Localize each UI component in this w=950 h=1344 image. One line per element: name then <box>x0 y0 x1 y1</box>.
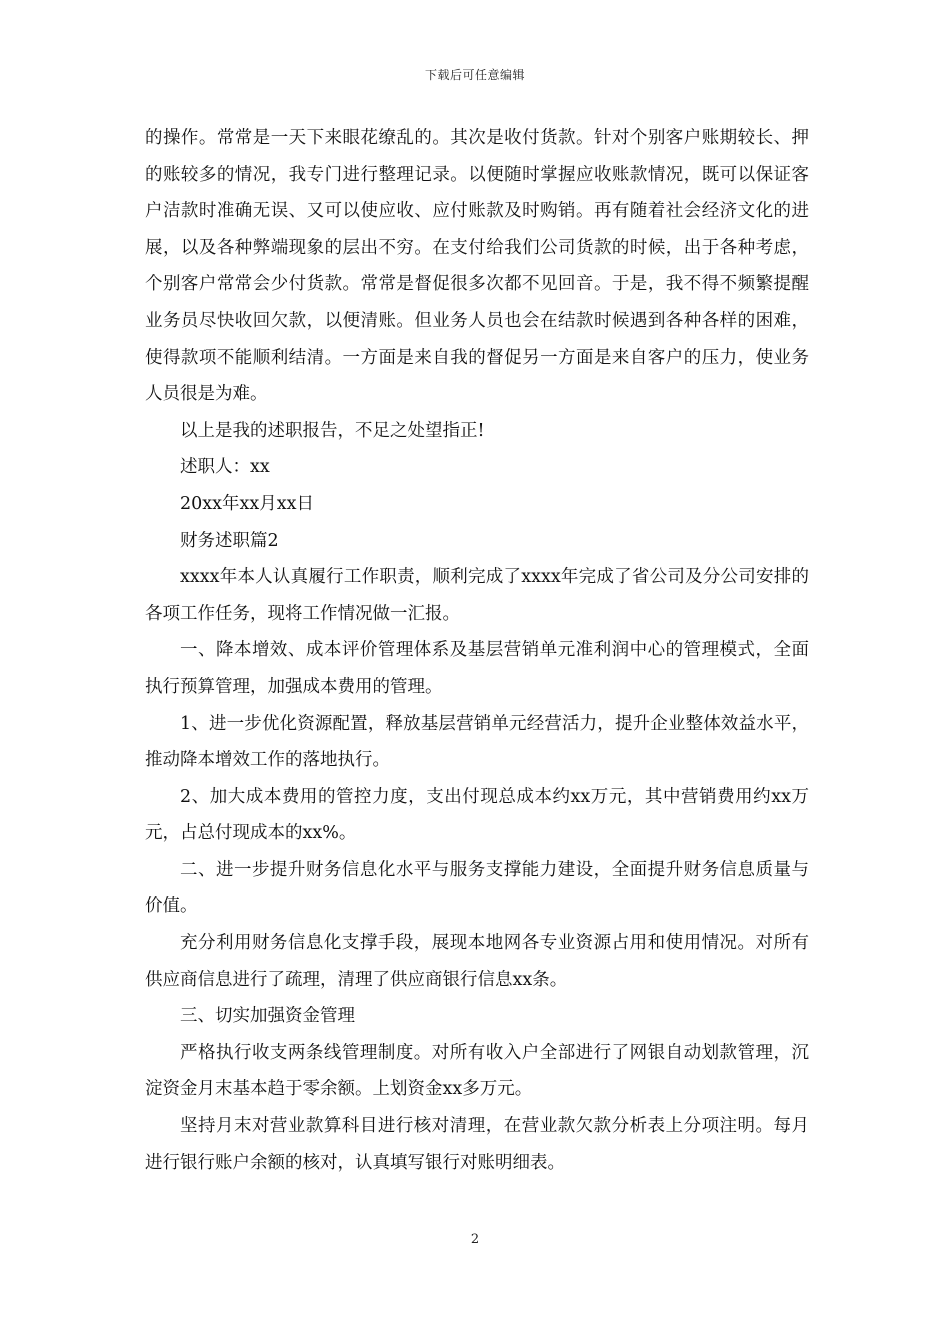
paragraph: xxxx年本人认真履行工作职责，顺利完成了xxxx年完成了省公司及分公司安排的各项工作任务，现将工作情况做一汇报。 <box>145 567 809 624</box>
document-body <box>145 120 809 1181</box>
paragraph: 2、加大成本费用的管控力度，支出付现总成本约xx万元，其中营销费用约xx万元，占总付现成本的xx%。 <box>145 786 809 844</box>
paragraph: 一、降本增效、成本评价管理体系及基层营销单元准利润中心的管理模式，全面执行预算管理，加强成本费用的管理。 <box>145 640 809 697</box>
paragraph: 以上是我的述职报告，不足之处望指正! <box>180 420 485 441</box>
paragraph: 坚持月末对营业款算科目进行核对清理，在营业款欠款分析表上分项注明。每月进行银行账户余额的核对，认真填写银行对账明细表。 <box>145 1116 809 1173</box>
page-number: 2 <box>470 1232 480 1247</box>
paragraph: 充分利用财务信息化支撑手段，展现本地网各专业资源占用和使用情况。对所有供应商信息进行了疏理，清理了供应商银行信息xx条。 <box>145 933 809 990</box>
paragraph: 述职人：xx <box>180 457 270 478</box>
paragraph: 二、进一步提升财务信息化水平与服务支撑能力建设，全面提升财务信息质量与价值。 <box>145 859 809 917</box>
paragraph: 20xx年xx月xx日 <box>180 493 314 514</box>
page-header: 下载后可任意编辑 <box>424 68 525 82</box>
paragraph: 严格执行收支两条线管理制度。对所有收入户全部进行了网银自动划款管理，沉淀资金月末基本趋于零余额。上划资金xx多万元。 <box>145 1042 809 1100</box>
paragraph: 三、切实加强资金管理 <box>180 1006 355 1027</box>
paragraph: 1、进一步优化资源配置，释放基层营销单元经营活力，提升企业整体效益水平，推动降本增效工作的落地执行。 <box>145 713 809 771</box>
section-title: 财务述职篇2 <box>180 530 279 551</box>
paragraph: 的操作。常常是一天下来眼花缭乱的。其次是收付货款。针对个别客户账期较长、押的账较多的情况，我专门进行整理记录。以便随时掌握应收账款情况，既可以保证客户洁款时准确无误、又可以使应收、应付账款及时购销。再有随着社会经济文化的进展，以及各种弊端现象的层出不穷。在支付给我们公司货款的时候，出于各种考虑，个别客户常常会少付货款。常常是督促很多次都不见回音。于是，我不得不频繁提醒业务员尽快收回欠款，以便清账。但业务人员也会在结款时候遇到各种各样的困难，使得款项不能顺利结清。一方面是来自我的督促另一方面是来自客户的压力，使业务人员很是为难。 <box>145 128 809 405</box>
